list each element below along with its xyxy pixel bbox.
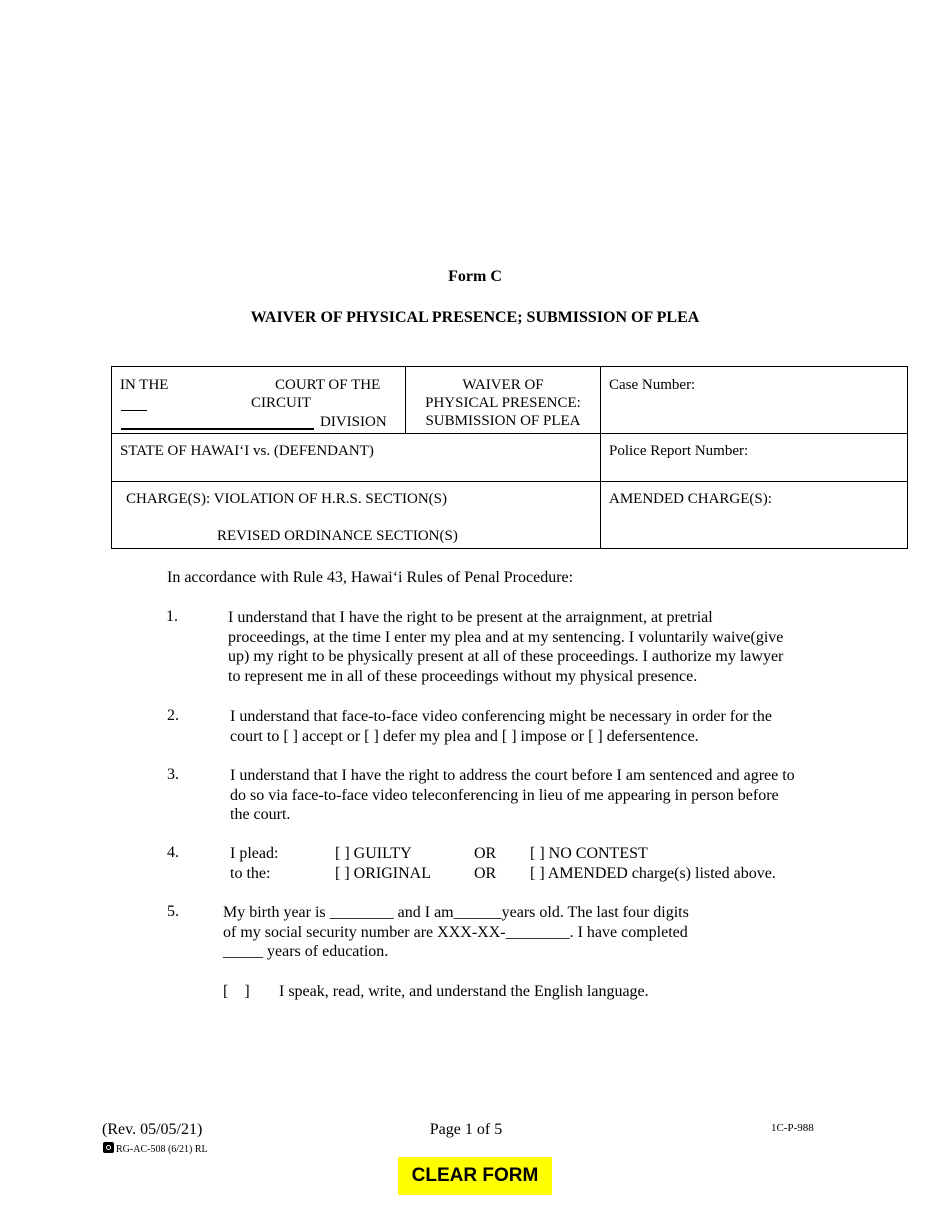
item-1-line: proceedings, at the time I enter my plea and at my sentencing. I voluntarily waive(give [228,628,784,646]
item-5 [223,903,843,962]
item-number: 3. [167,766,179,783]
or-label: OR [474,865,497,882]
court-division: DIVISION [320,414,387,430]
form-code: 1C-P-988 [771,1122,814,1134]
court-of-the: COURT OF THE [275,377,381,393]
division-name-field[interactable] [121,428,314,430]
item-number: 5. [167,903,179,920]
parties-label: STATE OF HAWAIʻI vs. (DEFENDANT) [120,443,374,459]
caption-table [111,366,908,549]
item-number: 1. [166,608,178,625]
item-2-line[interactable]: court to [ ] accept or [ ] defer my plea and [ ] impose or [ ] defersentence. [230,727,699,745]
amended-checkbox[interactable]: [ ] AMENDED charge(s) listed above. [530,865,776,882]
charges-label: CHARGE(S): VIOLATION OF H.R.S. SECTION(S) [126,491,447,507]
accessibility-icon [103,1142,114,1153]
revision-date: (Rev. 05/05/21) [102,1121,203,1138]
doc-title-line3: SUBMISSION OF PLEA [425,413,581,429]
item-1-line: to represent me in all of these proceedings without my physical presence. [228,667,698,685]
item-1-line: I understand that I have the right to be present at the arraignment, at pretrial [228,609,713,626]
case-number-label: Case Number: [609,377,696,393]
ssn-education-line[interactable]: of my social security number are XXX-XX-________. I have completed [223,923,688,941]
original-checkbox[interactable]: [ ] ORIGINAL [335,865,431,882]
court-in-the: IN THE [120,377,169,393]
accessibility-code-text: RG-AC-508 (6/21) RL [116,1144,208,1155]
or-label: OR [474,845,497,862]
page-title: WAIVER OF PHYSICAL PRESENCE; SUBMISSION OF PLEA [250,309,700,326]
item-2-line: I understand that face-to-face video conferencing might be necessary in order for the [230,708,772,725]
english-statement: I speak, read, write, and understand the English language. [279,983,649,1000]
plead-label: I plead: [230,845,279,862]
intro-text: In accordance with Rule 43, Hawaiʻi Rules of Penal Procedure: [167,569,574,586]
item-number: 2. [167,707,179,724]
item-3-line: I understand that I have the right to address the court before I am sentenced and agree to [230,767,795,784]
no-contest-checkbox[interactable]: [ ] NO CONTEST [530,845,648,862]
item-3 [230,766,850,825]
item-3-line: the court. [230,806,291,823]
item-number: 4. [167,844,179,861]
birth-year-age-line[interactable]: My birth year is ________ and I am______years old. The last four digits [223,904,689,921]
item-2 [230,707,850,746]
item-1 [228,608,848,686]
to-the-label: to the: [230,865,271,882]
page-number: Page 1 of 5 [429,1121,503,1138]
doc-title-line1: WAIVER OF [462,377,544,393]
item-1-line: up) my right to be physically present at all of these proceedings. I authorize my lawyer [228,648,784,665]
doc-title-line2: PHYSICAL PRESENCE: [425,395,581,411]
ordinance-label: REVISED ORDINANCE SECTION(S) [217,528,458,544]
amended-charges-label: AMENDED CHARGE(S): [609,491,772,507]
education-years-line[interactable]: _____ years of education. [223,943,389,960]
circuit-number-field[interactable] [121,410,147,411]
police-report-label: Police Report Number: [609,443,749,459]
accessibility-code [103,1142,208,1156]
court-circuit: CIRCUIT [251,395,311,411]
english-checkbox[interactable]: [ ] [223,983,250,1000]
item-3-line: do so via face-to-face video teleconferencing in lieu of me appearing in person before [230,786,779,804]
clear-form-button[interactable]: CLEAR FORM [398,1157,552,1195]
guilty-checkbox[interactable]: [ ] GUILTY [335,845,412,862]
form-label: Form C [448,268,502,285]
